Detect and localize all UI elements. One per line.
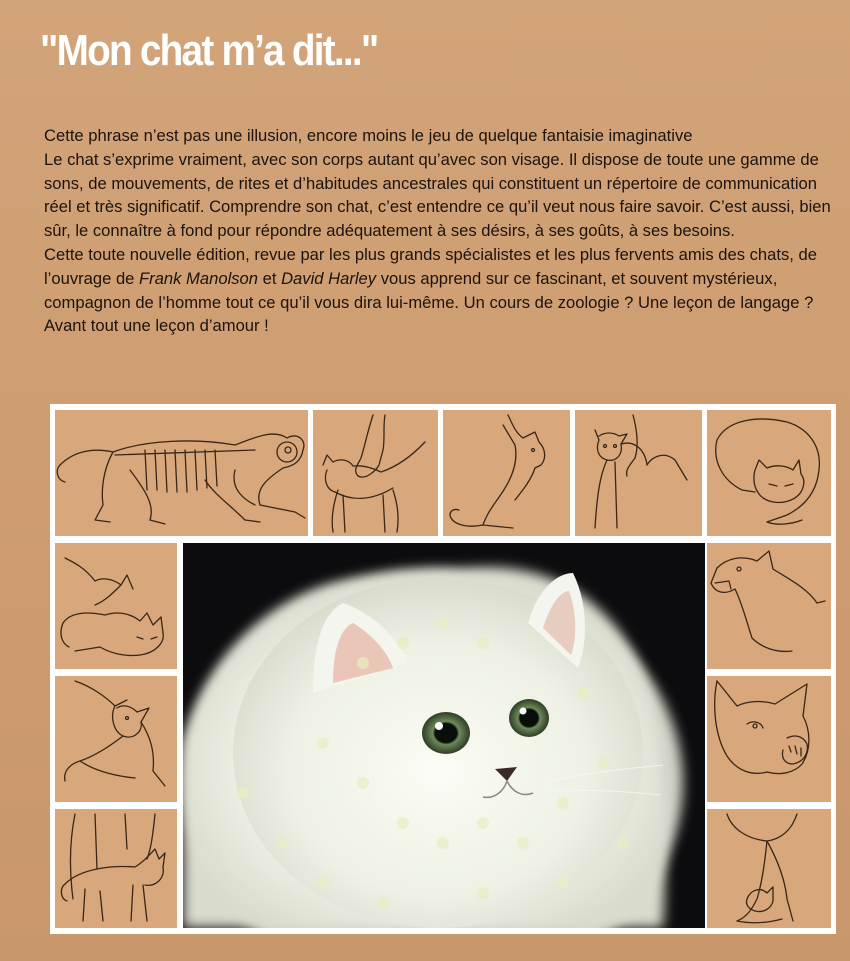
sleeping-cat-icon xyxy=(707,410,831,536)
page-title: "Mon chat m’a dit..." xyxy=(40,26,378,75)
paragraph-2-end: vous apprend sur ce fascinant, et souvent mystérieux, compagnon de l’homme tout ce qu’il vous dira lui-même. Un cours de zoologie ? Une leçon de langage ? Avant tout une leçon d’amour ! xyxy=(44,268,814,336)
paragraph-1-line-1: Cette phrase n’est pas une illusion, encore moins le jeu de quelque fantaisie imaginative xyxy=(44,126,693,145)
holding-cat-icon xyxy=(575,410,702,536)
paragraph-2-start: Cette toute nouvelle édition, revue par les plus grands spécialistes et les plus fervents amis des chats, de l’ouvrage de xyxy=(44,244,817,288)
snarling-cat-icon xyxy=(707,676,831,802)
description-text xyxy=(44,124,834,338)
paragraph-1 xyxy=(44,124,834,243)
two-cats-icon xyxy=(55,543,177,669)
petting-cat-icon xyxy=(313,410,438,536)
hissing-cat-icon xyxy=(707,543,831,669)
cat-skeleton-icon xyxy=(55,410,308,536)
lifting-cat-icon xyxy=(443,410,570,536)
author-name: Frank Manolson xyxy=(139,268,259,288)
cat-in-hands-icon xyxy=(55,676,177,802)
paragraph-2-and: et xyxy=(258,268,282,288)
paragraph-1-rest: Le chat s’exprime vraiment, avec son corps autant qu’avec son visage. Il dispose de toute une gamme de sons, de mouvements, de rites et d’habitudes ancestrales qui constituent un répertoire de communication réel et très significatif. Comprendre son chat, c’est entendre ce qu’il veut nous faire savoir. C’est aussi, bien sûr, le connaître à fond pour répondre adéquatement à ses désirs, à ses goûts, à ses besoins. xyxy=(44,149,831,241)
white-kitten-photo xyxy=(183,543,705,928)
walking-cat-icon xyxy=(55,809,177,928)
paragraph-2 xyxy=(44,243,834,338)
author-name: David Harley xyxy=(281,268,377,288)
cat-with-kitten-icon xyxy=(707,809,831,928)
